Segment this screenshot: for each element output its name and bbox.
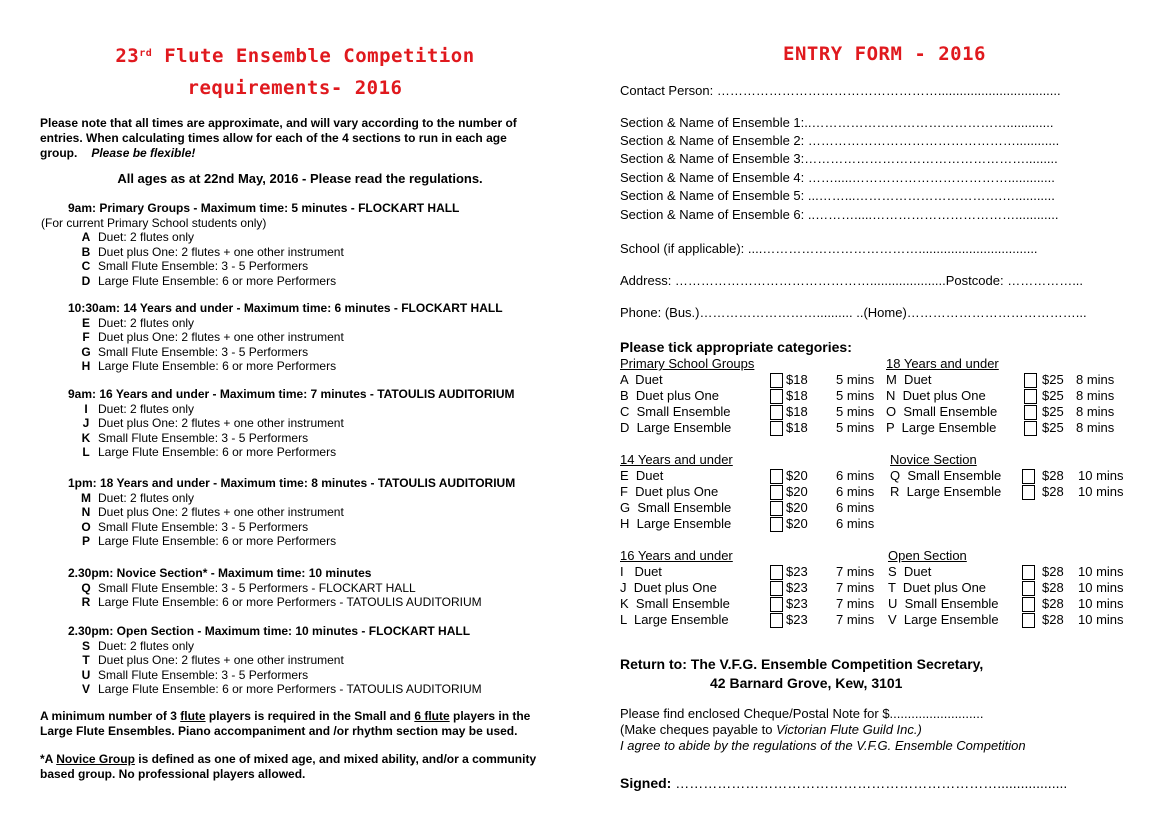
category-duration: 5 mins xyxy=(836,372,875,387)
requirements-subtitle: requirements- 2016 xyxy=(187,77,403,99)
tick-categories-heading: Please tick appropriate categories: xyxy=(620,339,852,355)
item-code: E xyxy=(81,315,90,330)
item-code: K xyxy=(81,430,91,445)
category-checkbox[interactable] xyxy=(1024,389,1037,404)
entry-form-page xyxy=(600,0,1169,826)
item-code: O xyxy=(81,519,91,534)
novice-note-underline: Novice Group xyxy=(56,752,135,766)
item-text: Small Flute Ensemble: 3 - 5 Performers xyxy=(98,430,309,445)
category-group xyxy=(620,548,880,628)
section-subnote: (For current Primary School students only) xyxy=(41,215,267,230)
category-label: N Duet plus One xyxy=(886,388,986,403)
section-item xyxy=(78,653,482,668)
ensemble-2-field[interactable]: Section & Name of Ensemble 2: …………………………………………............ xyxy=(620,133,1060,148)
section-item xyxy=(78,316,503,331)
category-checkbox[interactable] xyxy=(1024,373,1037,388)
signature-line[interactable] xyxy=(620,775,1067,791)
section-item xyxy=(78,491,515,506)
item-text: Duet plus One: 2 flutes + one other instrument xyxy=(98,505,344,519)
item-code: V xyxy=(81,682,90,696)
category-fee: $20 xyxy=(786,500,808,515)
category-group xyxy=(886,356,1146,436)
item-code: B xyxy=(81,244,91,259)
category-group-title: Primary School Groups xyxy=(620,356,755,371)
category-checkbox[interactable] xyxy=(770,613,783,628)
category-row xyxy=(888,612,1148,628)
item-text: Duet: 2 flutes only xyxy=(98,401,195,416)
category-duration: 6 mins xyxy=(836,484,875,499)
item-text: Large Flute Ensemble: 6 or more Performers - TATOULIS AUDITORIUM xyxy=(98,595,482,609)
category-checkbox[interactable] xyxy=(1024,405,1037,420)
category-fee: $28 xyxy=(1042,580,1064,595)
category-fee: $23 xyxy=(786,580,808,595)
item-text: Small Flute Ensemble: 3 - 5 Performers xyxy=(98,344,309,359)
category-label: C Small Ensemble xyxy=(620,404,731,419)
category-label: E Duet xyxy=(620,468,664,483)
category-label: Q Small Ensemble xyxy=(890,468,1002,483)
min-note-part: players in the Large Flute Ensembles. Piano accompaniment and /or rhythm section may be used. xyxy=(40,709,531,738)
competition-section xyxy=(68,301,503,374)
novice-note-part: is defined as one of mixed age, and mixed ability, and/or a community based group. No professional players allowed. xyxy=(40,752,537,781)
category-row xyxy=(886,372,1146,388)
agreement-statement: I agree to abide by the regulations of the V.F.G. Ensemble Competition xyxy=(620,738,1026,753)
category-fee: $20 xyxy=(786,468,808,483)
item-text: Small Flute Ensemble: 3 - 5 Performers xyxy=(98,259,309,273)
item-text: Large Flute Ensemble: 6 or more Performers xyxy=(98,534,337,548)
item-code: L xyxy=(82,445,90,459)
category-group xyxy=(620,356,880,436)
section-item xyxy=(78,445,515,460)
category-checkbox[interactable] xyxy=(1022,613,1035,628)
category-duration: 6 mins xyxy=(836,468,875,483)
section-item xyxy=(78,520,515,535)
category-fee: $28 xyxy=(1042,596,1064,611)
school-field[interactable]: School (if applicable): ....………………………………................................. xyxy=(620,241,1038,256)
cheque-payable-line xyxy=(620,722,1026,738)
title-ordinal-suffix: rd xyxy=(139,48,153,59)
category-fee: $28 xyxy=(1042,468,1064,483)
item-code: J xyxy=(82,416,90,430)
section-heading: 1pm: 18 Years and under - Maximum time: 8 minutes - TATOULIS AUDITORIUM xyxy=(68,476,516,490)
category-duration: 8 mins xyxy=(1076,372,1115,387)
category-duration: 6 mins xyxy=(836,500,875,515)
competition-section xyxy=(68,566,482,610)
section-item xyxy=(78,668,482,683)
category-duration: 5 mins xyxy=(836,404,875,419)
category-checkbox[interactable] xyxy=(770,373,783,388)
section-heading: 2.30pm: Novice Section* - Maximum time: 10 minutes xyxy=(68,566,372,580)
return-address-line: 42 Barnard Grove, Kew, 3101 xyxy=(710,675,903,691)
category-group-title: 14 Years and under xyxy=(620,452,733,467)
category-row xyxy=(620,468,880,484)
category-label: R Large Ensemble xyxy=(890,484,1002,499)
category-label: B Duet plus One xyxy=(620,388,719,403)
category-checkbox[interactable] xyxy=(1024,421,1037,436)
novice-group-note xyxy=(40,752,565,782)
competition-section xyxy=(68,476,515,549)
category-checkbox[interactable] xyxy=(770,469,783,484)
intro-paragraph xyxy=(40,116,560,161)
category-row xyxy=(620,580,880,596)
category-label: A Duet xyxy=(620,372,663,387)
category-fee: $25 xyxy=(1042,388,1064,403)
section-item xyxy=(78,534,515,549)
category-fee: $28 xyxy=(1042,484,1064,499)
item-code: M xyxy=(81,490,91,505)
category-label: D Large Ensemble xyxy=(620,420,732,435)
category-label: L Large Ensemble xyxy=(620,612,729,627)
ensemble-3-field[interactable]: Section & Name of Ensemble 3:……………………………………………......... xyxy=(620,151,1058,166)
item-text: Duet plus One: 2 flutes + one other instrument xyxy=(98,416,344,430)
category-checkbox[interactable] xyxy=(1022,469,1035,484)
section-heading: 2.30pm: Open Section - Maximum time: 10 minutes - FLOCKART HALL xyxy=(68,624,471,638)
item-code: C xyxy=(81,259,91,273)
cheque-amount-field[interactable]: Please find enclosed Cheque/Postal Note for $.......................... xyxy=(620,706,984,721)
category-checkbox[interactable] xyxy=(770,501,783,516)
section-item xyxy=(78,230,459,245)
title-ordinal: 23 xyxy=(115,45,140,67)
category-checkbox[interactable] xyxy=(770,517,783,532)
category-fee: $20 xyxy=(786,484,808,499)
item-text: Duet plus One: 2 flutes + one other instrument xyxy=(98,244,344,259)
min-note-underline: flute xyxy=(180,709,206,723)
category-row xyxy=(888,580,1148,596)
category-duration: 10 mins xyxy=(1078,484,1124,499)
item-code: T xyxy=(82,653,90,667)
item-text: Small Flute Ensemble: 3 - 5 Performers xyxy=(98,519,309,534)
category-duration: 7 mins xyxy=(836,564,875,579)
item-code: F xyxy=(82,330,90,344)
item-text: Duet: 2 flutes only xyxy=(98,230,195,244)
ensemble-5-field[interactable]: Section & Name of Ensemble 5: ...……...…………………………….…........... xyxy=(620,188,1055,203)
all-ages-note: All ages as at 22nd May, 2016 - Please read the regulations. xyxy=(117,171,483,186)
category-fee: $18 xyxy=(786,420,808,435)
category-label: H Large Ensemble xyxy=(620,516,732,531)
category-row xyxy=(620,404,880,420)
category-duration: 10 mins xyxy=(1078,468,1124,483)
section-item xyxy=(78,245,459,260)
category-duration: 8 mins xyxy=(1076,388,1115,403)
category-duration: 10 mins xyxy=(1078,596,1124,611)
category-label: G Small Ensemble xyxy=(620,500,732,515)
category-label: O Small Ensemble xyxy=(886,404,998,419)
category-duration: 7 mins xyxy=(836,580,875,595)
category-checkbox[interactable] xyxy=(1022,581,1035,596)
category-label: U Small Ensemble xyxy=(888,596,999,611)
category-duration: 5 mins xyxy=(836,388,875,403)
return-address xyxy=(620,655,983,693)
category-checkbox[interactable] xyxy=(770,565,783,580)
category-label: F Duet plus One xyxy=(620,484,719,499)
cheque-section xyxy=(620,706,1026,754)
category-duration: 10 mins xyxy=(1078,564,1124,579)
category-fee: $28 xyxy=(1042,564,1064,579)
return-line: Return to: The V.F.G. Ensemble Competition Secretary, xyxy=(620,656,984,672)
entry-form-title: ENTRY FORM - 2016 xyxy=(783,43,986,65)
category-group-title: 18 Years and under xyxy=(886,356,999,371)
category-checkbox[interactable] xyxy=(770,581,783,596)
section-item xyxy=(78,431,515,446)
item-code: U xyxy=(81,667,91,682)
category-label: K Small Ensemble xyxy=(620,596,730,611)
item-text: Duet: 2 flutes only xyxy=(98,315,195,330)
category-row xyxy=(886,420,1146,436)
competition-section xyxy=(68,624,482,697)
competition-section xyxy=(41,201,460,288)
signature-field[interactable]: …………………………………………………………….................. xyxy=(671,775,1068,791)
item-code: R xyxy=(81,595,91,609)
novice-note-part: *A xyxy=(40,752,57,766)
category-row xyxy=(620,596,880,612)
item-text: Duet: 2 flutes only xyxy=(98,638,195,653)
category-row xyxy=(888,596,1148,612)
category-duration: 6 mins xyxy=(836,516,875,531)
requirements-title xyxy=(0,42,590,70)
category-fee: $18 xyxy=(786,372,808,387)
category-checkbox[interactable] xyxy=(770,485,783,500)
section-item xyxy=(78,330,503,345)
category-duration: 7 mins xyxy=(836,596,875,611)
section-item xyxy=(78,359,503,374)
category-checkbox[interactable] xyxy=(1022,597,1035,612)
category-row xyxy=(620,612,880,628)
section-item xyxy=(78,345,503,360)
category-checkbox[interactable] xyxy=(770,405,783,420)
category-label: S Duet xyxy=(888,564,932,579)
section-heading: 9am: 16 Years and under - Maximum time: 7 minutes - TATOULIS AUDITORIUM xyxy=(68,387,515,401)
category-duration: 7 mins xyxy=(836,612,875,627)
address-field[interactable]: Address: ……………………………………….....................Postcode: ……………... xyxy=(620,273,1084,288)
category-group-title: 16 Years and under xyxy=(620,548,733,563)
category-group-title: Open Section xyxy=(888,548,967,563)
item-code: Q xyxy=(81,580,91,595)
cheque-payee: Victorian Flute Guild Inc.) xyxy=(776,722,922,737)
item-code: I xyxy=(84,401,88,416)
category-checkbox[interactable] xyxy=(1022,565,1035,580)
item-code: D xyxy=(81,273,91,288)
category-label: P Large Ensemble xyxy=(886,420,997,435)
category-fee: $23 xyxy=(786,612,808,627)
ensemble-1-field[interactable]: Section & Name of Ensemble 1:..………………………………………............. xyxy=(620,115,1054,130)
min-note-underline: 6 flute xyxy=(414,709,450,723)
minimum-players-note xyxy=(40,709,565,739)
item-text: Large Flute Ensemble: 6 or more Performers xyxy=(98,445,337,459)
category-row xyxy=(620,420,880,436)
category-row xyxy=(620,516,880,532)
category-checkbox[interactable] xyxy=(770,597,783,612)
category-duration: 10 mins xyxy=(1078,612,1124,627)
category-row xyxy=(620,564,880,580)
item-code: G xyxy=(81,344,91,359)
category-group xyxy=(888,548,1148,628)
category-label: T Duet plus One xyxy=(888,580,987,595)
section-heading: 10:30am: 14 Years and under - Maximum time: 6 minutes - FLOCKART HALL xyxy=(68,301,503,315)
section-item xyxy=(78,505,515,520)
category-fee: $25 xyxy=(1042,372,1064,387)
item-code: A xyxy=(81,230,91,244)
category-row xyxy=(886,388,1146,404)
category-checkbox[interactable] xyxy=(770,389,783,404)
category-duration: 10 mins xyxy=(1078,580,1124,595)
item-code: H xyxy=(81,359,91,373)
section-item xyxy=(78,402,515,417)
item-code: N xyxy=(81,505,91,519)
category-label: V Large Ensemble xyxy=(888,612,999,627)
section-item xyxy=(78,639,482,654)
ensemble-6-field[interactable]: Section & Name of Ensemble 6: ..……….....……………………………............ xyxy=(620,207,1059,222)
item-text: Large Flute Ensemble: 6 or more Performers xyxy=(98,273,337,288)
section-item xyxy=(78,416,515,431)
ensemble-4-field[interactable]: Section & Name of Ensemble 4: …….....………………………………............. xyxy=(620,170,1055,185)
category-duration: 8 mins xyxy=(1076,404,1115,419)
item-text: Duet plus One: 2 flutes + one other instrument xyxy=(98,330,344,344)
signed-label: Signed: xyxy=(620,775,672,791)
category-fee: $23 xyxy=(786,564,808,579)
section-item xyxy=(78,581,482,596)
title-main: Flute Ensemble Competition xyxy=(152,45,475,67)
category-fee: $20 xyxy=(786,516,808,531)
contact-person-field[interactable]: Contact Person: …………………………………………….................................. xyxy=(620,83,1061,98)
category-fee: $28 xyxy=(1042,612,1064,627)
category-row xyxy=(888,564,1148,580)
category-group-title: Novice Section xyxy=(890,452,977,467)
section-item xyxy=(78,274,459,289)
category-checkbox[interactable] xyxy=(1022,485,1035,500)
min-note-part: A minimum number of 3 xyxy=(40,709,181,723)
category-fee: $23 xyxy=(786,596,808,611)
category-fee: $18 xyxy=(786,388,808,403)
intro-flexible: Please be flexible! xyxy=(91,146,196,160)
section-heading: 9am: Primary Groups - Maximum time: 5 minutes - FLOCKART HALL xyxy=(68,201,460,215)
intro-text: Please note that all times are approximate, and will vary according to the number of entries. When calculating times allow for each of the 4 sections to run in each age group. xyxy=(40,116,517,160)
category-fee: $18 xyxy=(786,404,808,419)
category-group xyxy=(890,452,1150,500)
item-text: Small Flute Ensemble: 3 - 5 Performers - FLOCKART HALL xyxy=(98,580,416,595)
min-note-part: players is required in the Small and xyxy=(205,709,415,723)
item-text: Duet plus One: 2 flutes + one other instrument xyxy=(98,653,344,667)
category-row xyxy=(890,468,1150,484)
category-row xyxy=(620,500,880,516)
item-code: S xyxy=(81,638,90,653)
item-text: Large Flute Ensemble: 6 or more Performers - TATOULIS AUDITORIUM xyxy=(98,682,482,696)
category-row xyxy=(890,484,1150,500)
item-code: P xyxy=(81,534,90,548)
phone-field[interactable]: Phone: (Bus.)……………………….......... ..(Home)…………………………………... xyxy=(620,305,1087,320)
category-label: I Duet xyxy=(620,564,662,579)
category-label: J Duet plus One xyxy=(620,580,717,595)
category-checkbox[interactable] xyxy=(770,421,783,436)
competition-section xyxy=(68,387,515,460)
section-item xyxy=(78,682,482,697)
category-row xyxy=(620,388,880,404)
cheque-payable-text: (Make cheques payable to xyxy=(620,722,777,737)
category-fee: $25 xyxy=(1042,404,1064,419)
item-text: Large Flute Ensemble: 6 or more Performers xyxy=(98,359,337,373)
item-text: Duet: 2 flutes only xyxy=(98,490,195,505)
item-text: Small Flute Ensemble: 3 - 5 Performers xyxy=(98,667,309,682)
category-row xyxy=(886,404,1146,420)
category-row xyxy=(620,372,880,388)
category-row xyxy=(620,484,880,500)
category-label: M Duet xyxy=(886,372,932,387)
category-duration: 5 mins xyxy=(836,420,875,435)
section-item xyxy=(78,259,459,274)
category-fee: $25 xyxy=(1042,420,1064,435)
section-item xyxy=(78,595,482,610)
category-group xyxy=(620,452,880,532)
category-duration: 8 mins xyxy=(1076,420,1115,435)
